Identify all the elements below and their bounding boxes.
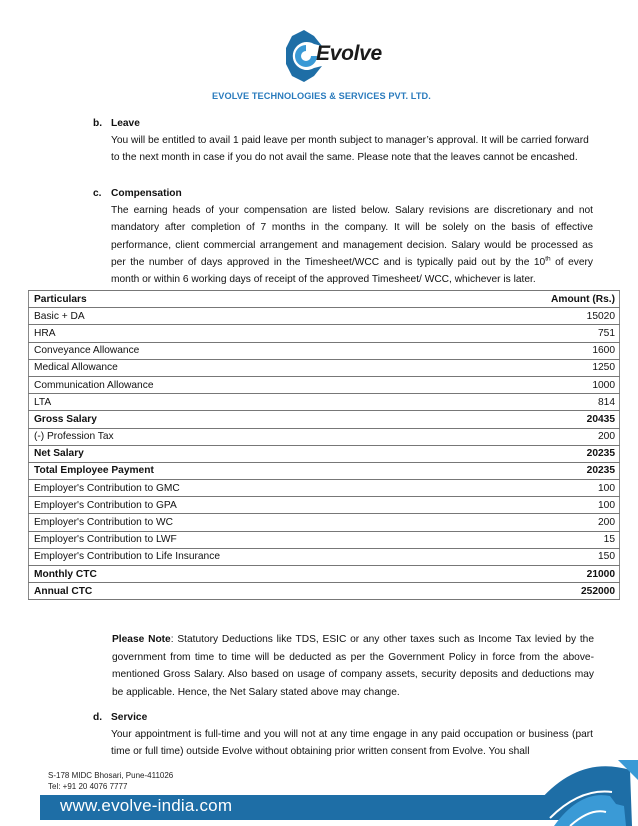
row-amount: 1250 xyxy=(458,359,619,376)
table-row xyxy=(29,376,620,393)
row-amount: 200 xyxy=(458,428,619,445)
section-heading: Leave xyxy=(111,118,140,129)
row-amount: 252000 xyxy=(458,583,619,600)
row-label: Communication Allowance xyxy=(29,376,459,393)
row-amount: 814 xyxy=(458,394,619,411)
row-label: Monthly CTC xyxy=(29,566,459,583)
logo-wordmark: Evolve xyxy=(316,42,382,65)
section-body xyxy=(111,202,593,288)
table-row xyxy=(29,411,620,428)
footer-tel: Tel: +91 20 4076 7777 xyxy=(48,782,128,791)
row-label: Gross Salary xyxy=(29,411,459,428)
section-compensation xyxy=(93,185,593,288)
table-row xyxy=(29,394,620,411)
table-row xyxy=(29,480,620,497)
table-row xyxy=(29,548,620,565)
row-amount: 1600 xyxy=(458,342,619,359)
table-row xyxy=(29,566,620,583)
footer-website-link[interactable]: www.evolve-india.com xyxy=(60,796,233,815)
section-marker: d. xyxy=(93,712,103,723)
row-amount: 100 xyxy=(458,480,619,497)
row-amount: 150 xyxy=(458,548,619,565)
row-amount: 100 xyxy=(458,497,619,514)
table-row xyxy=(29,445,620,462)
section-marker: c. xyxy=(93,188,102,199)
row-label: Basic + DA xyxy=(29,308,459,325)
row-label: Employer's Contribution to Life Insurance xyxy=(29,548,459,565)
row-label: LTA xyxy=(29,394,459,411)
section-heading: Service xyxy=(111,712,148,723)
row-label: Net Salary xyxy=(29,445,459,462)
company-name: EVOLVE TECHNOLOGIES & SERVICES PVT. LTD. xyxy=(212,91,431,101)
row-label: Employer's Contribution to GPA xyxy=(29,497,459,514)
footer-address: S-178 MIDC Bhosari, Pune-411026 xyxy=(48,771,174,780)
please-note xyxy=(112,631,594,701)
section-body: Your appointment is full-time and you will not at any time engage in any paid occupation or business (part time or full time) outside Evolve without obtaining prior written consent from Evolve. You shall xyxy=(111,729,593,758)
row-label: Annual CTC xyxy=(29,583,459,600)
section-body: You will be entitled to avail 1 paid leave per month subject to manager’s approval. It will be carried forward to the next month in case if you do not avail the same. Please note that the leaves cannot be encashed. xyxy=(111,135,589,164)
table-row xyxy=(29,497,620,514)
section-leave xyxy=(93,115,593,167)
row-label: Employer's Contribution to GMC xyxy=(29,480,459,497)
note-label: Please Note xyxy=(112,634,171,645)
body-text: The earning heads of your compensation are listed below. Salary revisions are discretionary and not mandatory after completion of 7 months in the company. It will be solely on the basis of effective performance, client commercial arrangement and management decision. Salary would be processed as per the number of days approved in the Timesheet/WCC and is typically paid out by the 10 xyxy=(111,205,593,268)
row-amount: 20435 xyxy=(458,411,619,428)
column-header-amount: Amount (Rs.) xyxy=(458,291,619,308)
table-row xyxy=(29,325,620,342)
row-label: Total Employee Payment xyxy=(29,462,459,479)
table-row xyxy=(29,514,620,531)
row-amount: 200 xyxy=(458,514,619,531)
table-row xyxy=(29,462,620,479)
row-label: Employer's Contribution to WC xyxy=(29,514,459,531)
row-label: Employer's Contribution to LWF xyxy=(29,531,459,548)
row-label: (-) Profession Tax xyxy=(29,428,459,445)
section-heading: Compensation xyxy=(111,188,182,199)
row-amount: 20235 xyxy=(458,462,619,479)
compensation-table xyxy=(28,290,620,600)
row-amount: 751 xyxy=(458,325,619,342)
table-row xyxy=(29,359,620,376)
table-row xyxy=(29,583,620,600)
section-marker: b. xyxy=(93,118,103,129)
footer-swirl-icon xyxy=(540,760,638,826)
table-row xyxy=(29,342,620,359)
body-text: of every month or within 6 working days of receipt of the approved Timesheet/ WCC, whichever is later. xyxy=(111,256,593,286)
footer-contact xyxy=(48,770,173,792)
row-label: Conveyance Allowance xyxy=(29,342,459,359)
row-amount: 1000 xyxy=(458,376,619,393)
superscript: th xyxy=(545,255,551,263)
section-service xyxy=(93,709,593,761)
row-amount: 15020 xyxy=(458,308,619,325)
row-label: Medical Allowance xyxy=(29,359,459,376)
row-amount: 20235 xyxy=(458,445,619,462)
note-text: : Statutory Deductions like TDS, ESIC or any other taxes such as Income Tax levied by the government from time to time will be deducted as per the Government Policy in force from the above-mentioned Gross Salary. Also based on usage of company assets, security deposits and deductions may be applicable. Hence, the Net Salary stated above may change. xyxy=(112,634,594,698)
table-row xyxy=(29,531,620,548)
column-header-particulars: Particulars xyxy=(29,291,459,308)
row-label: HRA xyxy=(29,325,459,342)
table-row xyxy=(29,308,620,325)
table-row xyxy=(29,428,620,445)
company-logo xyxy=(284,28,404,84)
row-amount: 15 xyxy=(458,531,619,548)
row-amount: 21000 xyxy=(458,566,619,583)
table-header-row xyxy=(29,291,620,308)
